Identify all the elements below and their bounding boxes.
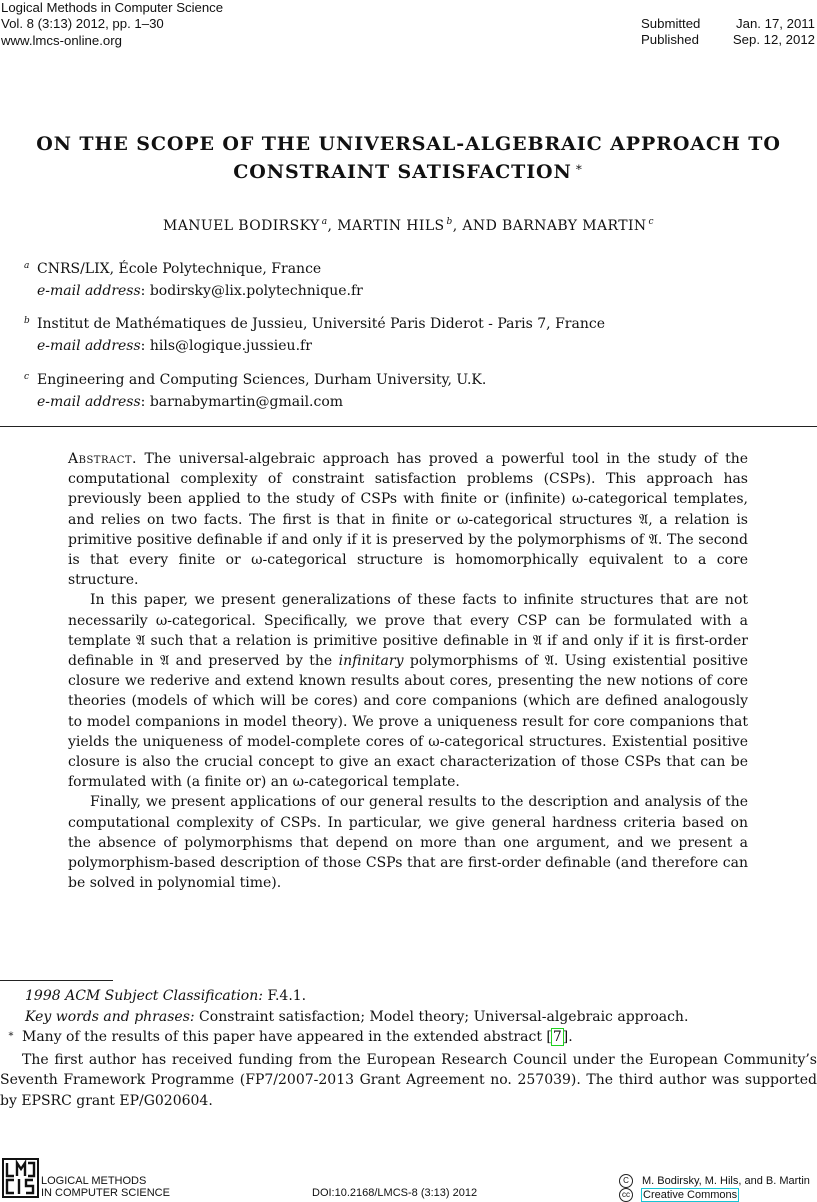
acm-label: 1998 ACM Subject Classification:	[25, 988, 263, 1004]
keywords-label: Key words and phrases:	[25, 1008, 195, 1025]
footnote-divider	[0, 980, 113, 981]
affiliation-institution: Engineering and Computing Sciences, Durham University, U.K.	[37, 372, 487, 388]
title-line-2-text: CONSTRAINT SATISFACTION	[233, 161, 572, 183]
lmcs-logo-icon	[2, 1158, 39, 1198]
title-footnote-mark[interactable]: ∗	[574, 160, 584, 174]
journal-header	[1, 0, 223, 49]
keywords	[0, 1007, 817, 1028]
author-2-mark: b	[446, 217, 453, 227]
creative-commons-icon: cc	[619, 1188, 633, 1202]
published-label: Published	[641, 32, 699, 48]
affiliation-a: $^a$ CNRS/LIX, École Polytechnique, France e-mail address: bodirsky@lix.polytechnique.fr	[24, 259, 363, 301]
email-label: e-mail address	[37, 394, 141, 410]
publisher-line-1: LOGICAL METHODS	[41, 1175, 147, 1187]
email-label: e-mail address	[37, 283, 141, 299]
abstract-text-2b: polymorphisms of 𝔄. Using existential positive closure we rederive and extend known results about cores, presenting the new notions of core theories (models of which will be cores) and core companions (which are defined analogously to model companions in model theory). We prove a uniqueness result for core companions that yields the uniqueness of model-complete cores of ω-categorical structures. Existential positive closure is also the crucial concept to give an exact characterization of those CSPs that can be formulated with (a finite or) an ω-categorical template.	[68, 653, 748, 791]
journal-volume: Vol. 8 (3:13) 2012, pp. 1–30	[1, 16, 164, 32]
copyright-icon: C	[619, 1174, 633, 1188]
affiliation-c: $^c$ Engineering and Computing Sciences, Durham University, U.K. e-mail address: barnabymartin@gmail.com	[24, 370, 486, 412]
author-separator: ,	[327, 218, 338, 234]
abstract-text-1: The universal-algebraic approach has proved a powerful tool in the study of the computational complexity of constraint satisfaction problems (CSPs). This approach has previously been applied to the study of CSPs with finite or (infinite) ω-categorical templates, and relies on two facts. The first is that in finite or ω-categorical structures 𝔄, a relation is primitive positive definable if and only if it is preserved by the polymorphisms of 𝔄. The second is that every finite or ω-categorical structure is homomorphically equivalent to a core structure.	[68, 451, 748, 589]
funding-note: The first author has received funding from the European Research Council under the European Community’s Seventh Framework Programme (FP7/2007-2013 Grant Agreement no. 257039). The third author was supported by EPSRC grant EP/G020604.	[0, 1051, 817, 1109]
doi[interactable]: DOI:10.2168/LMCS-8 (3:13) 2012	[312, 1187, 478, 1199]
author-list	[0, 218, 817, 234]
star-footnote: ∗ Many of the results of this paper have appeared in the extended abstract [7].	[0, 1027, 817, 1050]
publisher-name	[41, 1176, 170, 1199]
email-address[interactable]: barnabymartin@gmail.com	[149, 394, 344, 410]
author-2: MARTIN HILS	[337, 218, 445, 234]
abstract-text-2a: In this paper, we present generalizations of these facts to infinite structures that are not necessarily ω-categorical. Specifically, we prove that every CSP can be formulated with a template 𝔄 such that a relation is primitive positive definable in 𝔄 if and only if it is first-order definable in 𝔄 and preserved by the	[68, 592, 748, 670]
author-1-mark: a	[321, 217, 328, 227]
abstract-paragraph-2	[68, 590, 748, 792]
abstract-paragraph-3: Finally, we present applications of our general results to the description and analysis of the computational complexity of CSPs. In particular, we give general hardness criteria based on the absence of polymorphisms that depend on more than one argument, and we present a polymorphism-based description of those CSPs that are first-order definable (and therefore can be solved in polynomial time).	[68, 794, 748, 892]
affiliation-institution: Institut de Mathématiques de Jussieu, Université Paris Diderot - Paris 7, France	[37, 316, 605, 332]
author-1: MANUEL BODIRSKY	[163, 218, 320, 234]
title-line-1: ON THE SCOPE OF THE UNIVERSAL-ALGEBRAIC APPROACH TO	[36, 133, 781, 155]
journal-name: Logical Methods in Computer Science	[1, 0, 224, 15]
abstract-emphasis: infinitary	[338, 653, 404, 670]
published-row	[641, 32, 815, 48]
creative-commons-link[interactable]: Creative Commons	[643, 1188, 738, 1201]
keywords-value: Constraint satisfaction; Model theory; Universal-algebraic approach.	[199, 1008, 689, 1025]
affiliation-b: $^b$ Institut de Mathématiques de Jussieu, Université Paris Diderot - Paris 7, France e-mail address: hils@logique.jussieu.fr	[24, 314, 605, 356]
copyright-row	[619, 1174, 810, 1188]
abstract-label: Abstract.	[68, 451, 138, 467]
star-footnote-text: Many of the results of this paper have appeared in the extended abstract	[22, 1029, 542, 1045]
paper-title	[0, 130, 817, 188]
license-info	[619, 1174, 810, 1202]
publication-dates	[641, 16, 815, 49]
author-separator: , AND	[452, 218, 503, 234]
submitted-label: Submitted	[641, 16, 701, 31]
acm-value: F.4.1.	[267, 988, 307, 1004]
submitted-row	[641, 16, 815, 32]
citation-link[interactable]: 7	[552, 1029, 562, 1045]
submitted-date: Jan. 17, 2011	[736, 16, 815, 31]
abstract	[68, 449, 748, 893]
affiliation-mark: c	[24, 372, 30, 382]
published-date: Sep. 12, 2012	[732, 32, 815, 48]
header-divider	[0, 426, 817, 427]
author-3-mark: c	[648, 217, 654, 227]
author-3: BARNABY MARTIN	[502, 218, 647, 234]
email-address[interactable]: bodirsky@lix.polytechnique.fr	[149, 283, 363, 299]
email-address[interactable]: hils@logique.jussieu.fr	[149, 338, 312, 354]
copyright-holders: M. Bodirsky, M. Hils, and B. Martin	[642, 1174, 810, 1187]
abstract-paragraph-1	[68, 449, 748, 590]
affiliation-mark: a	[24, 261, 30, 271]
title-line-2	[0, 158, 817, 188]
affiliation-mark: b	[24, 316, 30, 326]
affiliation-institution: CNRS/LIX, École Polytechnique, France	[37, 261, 322, 277]
footnotes	[0, 986, 817, 1111]
publisher-line-2: IN COMPUTER SCIENCE	[41, 1186, 170, 1199]
star-footnote-mark: ∗	[7, 1029, 15, 1040]
acm-classification	[0, 986, 817, 1007]
email-label: e-mail address	[37, 338, 141, 354]
journal-website: www.lmcs-online.org	[1, 32, 122, 48]
